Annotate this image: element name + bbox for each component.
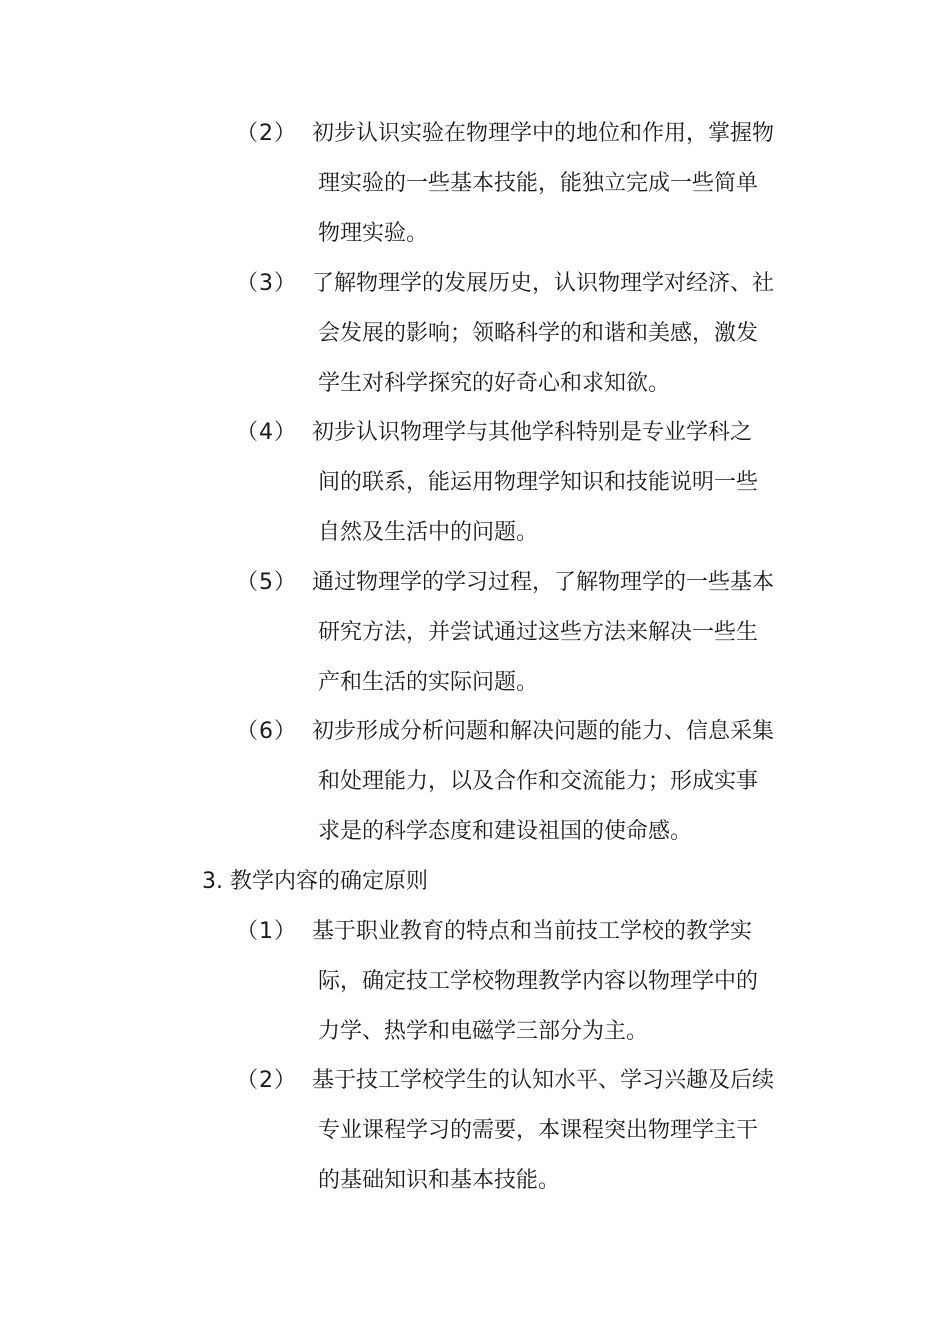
item-text-line: 基于职业教育的特点和当前技工学校的教学实 [312,919,753,944]
item-number: （5） [236,570,297,595]
item-text-line: 基于技工学校学生的认知水平、学习兴趣及后续 [312,1068,775,1093]
item-text-line: 求是的科学态度和建设祖国的使命感。 [318,819,693,844]
item-number: （4） [236,420,297,445]
item-number: （1） [236,919,297,944]
item-text-line: 通过物理学的学习过程，了解物理学的一些基本 [312,570,775,595]
item-text-line: 的基础知识和基本技能。 [318,1168,561,1193]
item-text-line: 专业课程学习的需要，本课程突出物理学主干 [318,1118,759,1143]
item-number: （3） [236,271,297,296]
section-heading: 3. 教学内容的确定原则 [202,869,428,894]
item-text-line: 会发展的影响；领略科学的和谐和美感，激发 [318,321,759,346]
item-text-line: 初步认识物理学与其他学科特别是专业学科之 [312,420,753,445]
item-number: （6） [236,719,297,744]
item-text-line: 物理实验。 [318,221,429,246]
item-text-line: 初步形成分析问题和解决问题的能力、信息采集 [312,719,775,744]
item-text-line: 研究方法，并尝试通过这些方法来解决一些生 [318,620,759,645]
item-text-line: 自然及生活中的问题。 [318,520,539,545]
item-text-line: 产和生活的实际问题。 [318,670,539,695]
item-number: （2） [236,1068,297,1093]
item-text-line: 理实验的一些基本技能，能独立完成一些简单 [318,171,759,196]
item-text-line: 力学、热学和电磁学三部分为主。 [318,1019,649,1044]
item-text-line: 学生对科学探究的好奇心和求知欲。 [318,371,671,396]
item-number: （2） [236,121,297,146]
item-text-line: 了解物理学的发展历史，认识物理学对经济、社 [312,271,775,296]
item-text-line: 初步认识实验在物理学中的地位和作用，掌握物 [312,121,775,146]
item-text-line: 际，确定技工学校物理教学内容以物理学中的 [318,969,759,994]
item-text-line: 间的联系，能运用物理学知识和技能说明一些 [318,470,759,495]
item-text-line: 和处理能力，以及合作和交流能力；形成实事 [318,769,759,794]
